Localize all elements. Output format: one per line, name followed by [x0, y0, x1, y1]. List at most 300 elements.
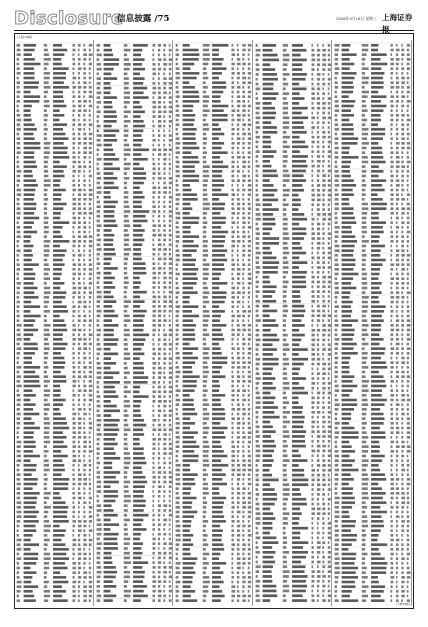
- cell-text: [17, 413, 21, 416]
- cell-text: [78, 77, 80, 80]
- cell-text: [183, 417, 191, 420]
- cell-text: [183, 329, 195, 332]
- cell-text: [362, 207, 369, 210]
- cell-text: [292, 160, 306, 163]
- cell-text: [391, 534, 394, 537]
- cell-text: [53, 352, 61, 355]
- cell-text: [163, 106, 166, 109]
- cell-text: [371, 501, 386, 504]
- cell-text: [396, 81, 399, 84]
- cell-text: [402, 422, 404, 425]
- cell-text: [243, 156, 246, 159]
- cell-text: [292, 310, 305, 313]
- cell-text: [342, 338, 353, 341]
- cell-text: [335, 100, 339, 103]
- cell-text: [163, 438, 166, 441]
- cell-text: [328, 228, 330, 231]
- cell-text: [396, 114, 399, 117]
- cell-text: [157, 177, 161, 180]
- cell-text: [262, 368, 272, 371]
- cell-text: [371, 590, 384, 593]
- cell-text: [212, 86, 226, 89]
- cell-text: [402, 203, 404, 206]
- cell-text: [176, 492, 179, 495]
- cell-text: [212, 235, 225, 238]
- cell-text: [283, 329, 286, 332]
- cell-text: [237, 142, 240, 145]
- cell-text: [72, 259, 74, 262]
- cell-text: [212, 175, 222, 178]
- cell-text: [342, 553, 357, 556]
- cell-text: [17, 128, 21, 131]
- cell-text: [391, 207, 394, 210]
- cell-text: [335, 221, 338, 224]
- cell-text: [396, 473, 398, 476]
- cell-text: [391, 478, 395, 481]
- cell-text: [103, 390, 115, 393]
- cell-text: [243, 473, 246, 476]
- cell-text: [96, 286, 99, 289]
- cell-text: [152, 433, 154, 436]
- cell-text: [72, 184, 75, 187]
- cell-text: [371, 291, 382, 294]
- cell-text: [407, 217, 410, 220]
- cell-text: [103, 54, 113, 57]
- cell-text: [203, 548, 206, 551]
- cell-text: [243, 548, 246, 551]
- cell-text: [152, 144, 154, 147]
- cell-text: [342, 445, 352, 448]
- cell-text: [237, 240, 241, 243]
- cell-text: [262, 228, 272, 231]
- cell-text: [203, 305, 206, 308]
- cell-text: [371, 203, 387, 206]
- cell-text: [53, 175, 64, 178]
- cell-text: [44, 114, 48, 117]
- cell-text: [243, 441, 245, 444]
- cell-text: [407, 156, 409, 159]
- cell-text: [176, 408, 178, 411]
- cell-text: [78, 459, 81, 462]
- cell-text: [96, 452, 99, 455]
- cell-text: [163, 519, 167, 522]
- cell-text: [72, 329, 76, 332]
- cell-text: [24, 128, 37, 131]
- cell-text: [24, 501, 37, 504]
- cell-text: [371, 525, 384, 528]
- cell-text: [283, 570, 290, 573]
- cell-text: [89, 478, 91, 481]
- cell-text: [24, 235, 32, 238]
- cell-text: [44, 534, 48, 537]
- cell-text: [212, 427, 227, 430]
- cell-text: [237, 585, 239, 588]
- cell-text: [72, 189, 76, 192]
- cell-text: [342, 226, 352, 229]
- cell-text: [89, 161, 91, 164]
- cell-text: [176, 193, 181, 196]
- cell-text: [232, 207, 235, 210]
- cell-text: [317, 551, 320, 554]
- cell-text: [243, 567, 245, 570]
- cell-text: [391, 301, 394, 304]
- cell-text: [212, 198, 219, 201]
- cell-text: [103, 552, 111, 555]
- cell-text: [203, 441, 209, 444]
- cell-text: [243, 483, 245, 486]
- cell-text: [89, 459, 91, 462]
- cell-text: [96, 153, 98, 156]
- cell-text: [237, 119, 241, 122]
- cell-text: [168, 229, 170, 232]
- newspaper-name: 上海证券: [382, 13, 413, 22]
- cell-text: [89, 595, 92, 598]
- cell-text: [396, 91, 398, 94]
- cell-text: [168, 481, 171, 484]
- cell-text: [133, 101, 140, 104]
- cell-text: [317, 464, 320, 467]
- cell-text: [163, 409, 165, 412]
- cell-text: [163, 315, 165, 318]
- cell-text: [255, 382, 258, 385]
- cell-text: [262, 150, 276, 153]
- cell-text: [371, 282, 382, 285]
- cell-text: [157, 196, 159, 199]
- cell-text: [342, 49, 349, 52]
- cell-text: [103, 424, 117, 427]
- cell-text: [123, 125, 127, 128]
- cell-text: [255, 59, 258, 62]
- cell-text: [391, 590, 393, 593]
- cell-text: [335, 478, 339, 481]
- cell-text: [262, 469, 269, 472]
- cell-text: [232, 571, 234, 574]
- cell-text: [391, 273, 392, 276]
- cell-text: [292, 517, 299, 520]
- cell-text: [133, 580, 143, 583]
- cell-text: [371, 329, 381, 332]
- cell-text: [78, 595, 80, 598]
- cell-text: [123, 419, 126, 422]
- cell-text: [335, 259, 338, 262]
- cell-text: [133, 310, 147, 313]
- cell-text: [243, 455, 245, 458]
- cell-text: [83, 506, 85, 509]
- cell-text: [133, 291, 147, 294]
- cell-text: [371, 469, 380, 472]
- cell-text: [371, 380, 385, 383]
- cell-text: [53, 380, 66, 383]
- cell-text: [163, 220, 165, 223]
- cell-text: [255, 78, 257, 81]
- cell-text: [212, 553, 220, 556]
- cell-text: [322, 396, 324, 399]
- cell-text: [72, 105, 75, 108]
- cell-text: [163, 101, 165, 104]
- cell-text: [183, 357, 199, 360]
- cell-text: [17, 473, 21, 476]
- cell-text: [322, 411, 324, 414]
- cell-text: [133, 296, 140, 299]
- cell-text: [407, 165, 409, 168]
- cell-text: [17, 142, 20, 145]
- cell-text: [335, 553, 339, 556]
- cell-text: [243, 585, 245, 588]
- cell-text: [89, 422, 92, 425]
- cell-text: [362, 581, 365, 584]
- cell-text: [255, 556, 257, 559]
- cell-text: [133, 400, 141, 403]
- cell-text: [83, 212, 86, 215]
- cell-text: [53, 44, 62, 47]
- cell-text: [103, 566, 115, 569]
- cell-text: [183, 595, 191, 598]
- cell-text: [89, 273, 92, 276]
- cell-text: [407, 455, 409, 458]
- cell-text: [232, 352, 234, 355]
- cell-text: [133, 239, 144, 242]
- cell-text: [152, 334, 155, 337]
- cell-text: [322, 585, 325, 588]
- cell-text: [24, 263, 39, 266]
- cell-text: [44, 226, 49, 229]
- cell-text: [232, 459, 235, 462]
- cell-text: [407, 529, 409, 532]
- cell-text: [53, 394, 60, 397]
- cell-text: [328, 213, 332, 216]
- cell-text: [89, 63, 92, 66]
- cell-text: [255, 368, 258, 371]
- cell-text: [157, 153, 160, 156]
- cell-text: [283, 131, 287, 134]
- cell-text: [342, 203, 350, 206]
- cell-text: [317, 406, 319, 409]
- cell-text: [53, 273, 62, 276]
- cell-text: [89, 291, 92, 294]
- cell-text: [212, 464, 228, 467]
- cell-text: [203, 273, 209, 276]
- cell-text: [203, 431, 209, 434]
- cell-text: [89, 77, 92, 80]
- cell-text: [53, 576, 66, 579]
- cell-text: [83, 529, 85, 532]
- cell-text: [237, 151, 240, 154]
- cell-text: [103, 205, 115, 208]
- cell-text: [342, 221, 357, 224]
- cell-text: [311, 474, 314, 477]
- cell-text: [311, 488, 313, 491]
- cell-text: [123, 224, 129, 227]
- cell-text: [362, 212, 367, 215]
- cell-text: [163, 120, 165, 123]
- cell-text: [78, 49, 80, 52]
- cell-text: [83, 296, 85, 299]
- cell-text: [72, 100, 74, 103]
- cell-text: [203, 72, 207, 75]
- cell-text: [248, 343, 250, 346]
- cell-text: [152, 542, 155, 545]
- cell-text: [317, 88, 320, 91]
- cell-text: [89, 511, 91, 514]
- cell-text: [78, 576, 81, 579]
- cell-text: [311, 599, 314, 602]
- cell-text: [83, 441, 86, 444]
- cell-text: [262, 102, 271, 105]
- cell-text: [402, 310, 404, 313]
- cell-text: [311, 73, 313, 76]
- cell-text: [44, 128, 48, 131]
- cell-text: [292, 368, 300, 371]
- cell-text: [362, 357, 368, 360]
- cell-text: [248, 497, 251, 500]
- cell-text: [157, 248, 160, 251]
- cell-text: [152, 580, 156, 583]
- cell-text: [283, 150, 287, 153]
- cell-text: [396, 599, 399, 602]
- cell-text: [255, 599, 260, 602]
- cell-text: [322, 97, 324, 100]
- cell-text: [152, 229, 155, 232]
- cell-text: [24, 333, 34, 336]
- cell-text: [123, 281, 128, 284]
- cell-text: [203, 361, 208, 364]
- cell-text: [317, 334, 319, 337]
- cell-text: [371, 179, 386, 182]
- cell-text: [103, 338, 118, 341]
- cell-text: [262, 213, 272, 216]
- cell-text: [89, 520, 92, 523]
- cell-text: [328, 435, 332, 438]
- cell-text: [328, 339, 330, 342]
- cell-text: [248, 226, 252, 229]
- cell-text: [232, 287, 236, 290]
- cell-text: [396, 49, 400, 52]
- cell-text: [24, 515, 37, 518]
- cell-text: [255, 223, 257, 226]
- cell-text: [183, 170, 195, 173]
- cell-text: [53, 347, 65, 350]
- cell-text: [335, 352, 338, 355]
- cell-text: [168, 462, 171, 465]
- cell-text: [243, 235, 246, 238]
- cell-text: [248, 469, 252, 472]
- cell-text: [152, 248, 155, 251]
- cell-text: [133, 63, 142, 66]
- cell-text: [176, 371, 181, 374]
- cell-text: [328, 102, 331, 105]
- cell-text: [203, 455, 209, 458]
- cell-text: [176, 338, 179, 341]
- cell-text: [407, 525, 409, 528]
- cell-text: [103, 547, 117, 550]
- cell-text: [335, 254, 338, 257]
- cell-text: [402, 534, 404, 537]
- cell-text: [407, 119, 411, 122]
- cell-text: [407, 63, 410, 66]
- cell-text: [237, 319, 239, 322]
- cell-text: [391, 105, 394, 108]
- cell-text: [53, 259, 63, 262]
- cell-text: [371, 91, 378, 94]
- cell-text: [311, 363, 314, 366]
- cell-text: [103, 186, 118, 189]
- cell-text: [212, 226, 221, 229]
- cell-text: [89, 221, 91, 224]
- cell-text: [183, 366, 192, 369]
- cell-text: [396, 375, 399, 378]
- cell-text: [243, 487, 246, 490]
- cell-text: [72, 343, 75, 346]
- cell-text: [255, 445, 259, 448]
- cell-text: [311, 353, 315, 356]
- cell-text: [311, 107, 314, 110]
- cell-text: [176, 441, 180, 444]
- cell-text: [371, 105, 386, 108]
- cell-text: [362, 534, 367, 537]
- cell-text: [237, 254, 239, 257]
- cell-text: [407, 49, 409, 52]
- cell-text: [157, 281, 159, 284]
- cell-text: [243, 133, 247, 136]
- cell-text: [44, 91, 48, 94]
- cell-text: [78, 422, 81, 425]
- cell-text: [335, 58, 339, 61]
- cell-text: [123, 300, 130, 303]
- cell-text: [96, 576, 100, 579]
- cell-text: [152, 115, 155, 118]
- cell-text: [232, 501, 235, 504]
- cell-text: [78, 44, 81, 47]
- cell-text: [407, 240, 409, 243]
- cell-text: [103, 533, 118, 536]
- cell-text: [317, 237, 321, 240]
- cell-text: [133, 286, 139, 289]
- cell-text: [391, 147, 393, 150]
- cell-text: [322, 88, 324, 91]
- cell-text: [123, 163, 130, 166]
- cell-text: [402, 436, 404, 439]
- cell-text: [232, 296, 235, 299]
- cell-text: [152, 101, 155, 104]
- cell-text: [317, 561, 321, 564]
- cell-text: [168, 338, 170, 341]
- cell-text: [89, 403, 91, 406]
- cell-text: [335, 128, 339, 131]
- cell-text: [292, 136, 299, 139]
- cell-text: [163, 571, 167, 574]
- cell-text: [89, 259, 91, 262]
- cell-text: [133, 243, 142, 246]
- cell-text: [362, 226, 367, 229]
- cell-text: [212, 77, 219, 80]
- cell-text: [168, 348, 171, 351]
- cell-text: [407, 273, 409, 276]
- cell-text: [152, 590, 155, 593]
- cell-text: [407, 441, 409, 444]
- cell-text: [311, 570, 314, 573]
- cell-text: [283, 401, 289, 404]
- cell-text: [407, 380, 410, 383]
- cell-text: [157, 277, 159, 280]
- cell-text: [83, 525, 86, 528]
- cell-text: [232, 478, 234, 481]
- cell-text: [168, 523, 170, 526]
- cell-text: [317, 411, 320, 414]
- cell-text: [83, 427, 85, 430]
- cell-text: [24, 72, 35, 75]
- cell-text: [53, 119, 59, 122]
- cell-text: [262, 392, 270, 395]
